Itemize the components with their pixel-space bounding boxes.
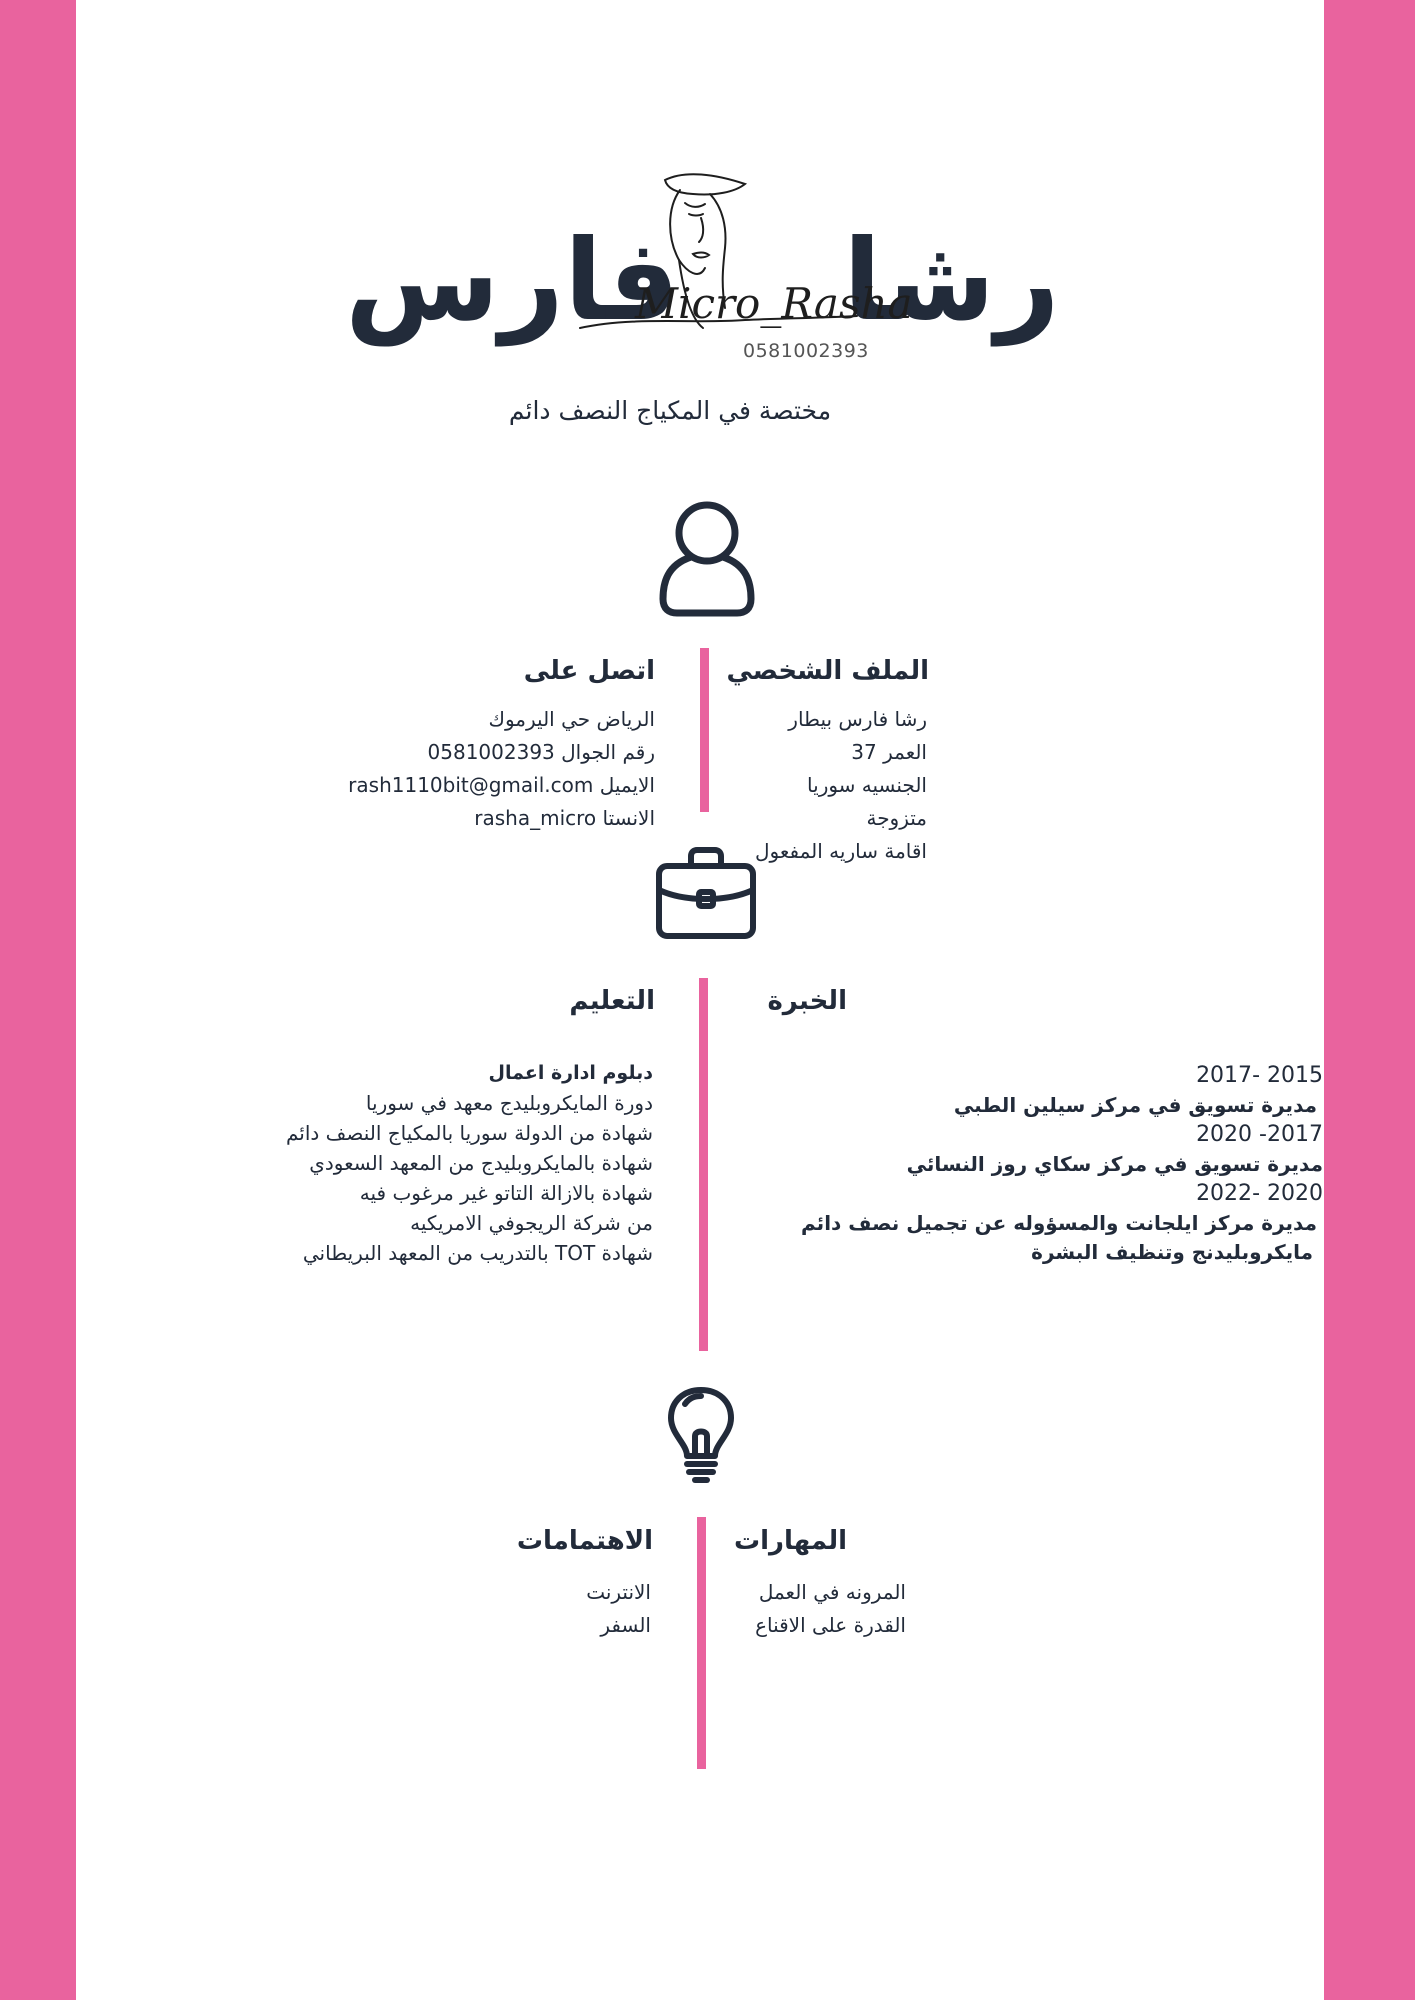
contact-address: الرياض حي اليرموك	[488, 707, 655, 731]
education-lead: دبلوم ادارة اعمال	[488, 1062, 653, 1084]
logo-text: Micro_Rasha	[635, 279, 913, 328]
experience-title: الخبرة	[767, 986, 847, 1016]
contact-phone: رقم الجوال 0581002393	[427, 740, 655, 764]
contact-instagram: الانستا rasha_micro	[474, 806, 655, 830]
first-name: رشا	[843, 216, 1060, 346]
divider-profile	[700, 648, 709, 812]
person-icon	[657, 499, 757, 617]
list-item: شهادة بالمايكروبليدج من المعهد السعودي	[309, 1151, 653, 1175]
experience-role: مديرة تسويق في مركز سيلين الطبي	[953, 1093, 1317, 1117]
last-name: فارس	[345, 216, 680, 346]
briefcase-icon	[655, 846, 757, 940]
list-item: شهادة TOT بالتدريب من المعهد البريطاني	[302, 1241, 653, 1265]
divider-experience	[699, 978, 708, 1351]
interests-list	[586, 1576, 651, 1642]
list-item: شهادة بالازالة التاتو غير مرغوب فيه	[359, 1181, 653, 1205]
education-list	[286, 1058, 653, 1268]
logo-phone: 0581002393	[743, 340, 869, 362]
interests-title: الاهتمامات	[516, 1526, 653, 1556]
left-accent-band	[0, 0, 76, 2000]
skills-list	[755, 1576, 906, 1642]
skills-title: المهارات	[733, 1526, 847, 1556]
list-item: متزوجة	[866, 806, 927, 830]
lightbulb-icon	[665, 1386, 737, 1486]
list-item: رشا فارس بيطار	[788, 707, 927, 731]
experience-years: 2015 -2017	[1196, 1063, 1323, 1088]
subtitle: مختصة في المكياج النصف دائم	[508, 396, 832, 425]
experience-role: مديرة مركز ايلجانت والمسؤوله عن تجميل نصف دائم	[801, 1211, 1317, 1235]
education-title: التعليم	[569, 986, 655, 1016]
experience-years: 2017- 2020	[1196, 1122, 1323, 1147]
list-item: القدرة على الاقناع	[755, 1613, 906, 1637]
experience-role-continued: مايكروبليدنج وتنظيف البشرة	[1031, 1240, 1313, 1264]
profile-title: الملف الشخصي	[726, 656, 929, 686]
divider-skills	[697, 1517, 706, 1769]
contact-title: اتصل على	[523, 656, 655, 686]
list-item: اقامة ساريه المفعول	[754, 839, 927, 863]
list-item: الانترنت	[586, 1580, 651, 1604]
right-accent-band	[1324, 0, 1415, 2000]
experience-list	[763, 1061, 1323, 1267]
micro-rasha-logo	[575, 168, 913, 368]
list-item: الجنسيه سوريا	[807, 773, 927, 797]
list-item: المرونه في العمل	[758, 1580, 906, 1604]
list-item: من شركة الريجوفي الامريكيه	[410, 1211, 653, 1235]
list-item: شهادة من الدولة سوريا بالمكياج النصف دائم	[285, 1121, 653, 1145]
contact-email: الايميل rash1110bit@gmail.com	[348, 773, 655, 797]
list-item: السفر	[600, 1613, 651, 1637]
list-item: دورة المايكروبليدج معهد في سوريا	[365, 1091, 653, 1115]
experience-role: مديرة تسويق في مركز سكاي روز النسائي	[906, 1152, 1323, 1176]
experience-years: 2020 -2022	[1196, 1181, 1323, 1206]
list-item: العمر 37	[851, 740, 927, 764]
contact-list	[348, 703, 655, 835]
profile-list	[755, 703, 927, 868]
